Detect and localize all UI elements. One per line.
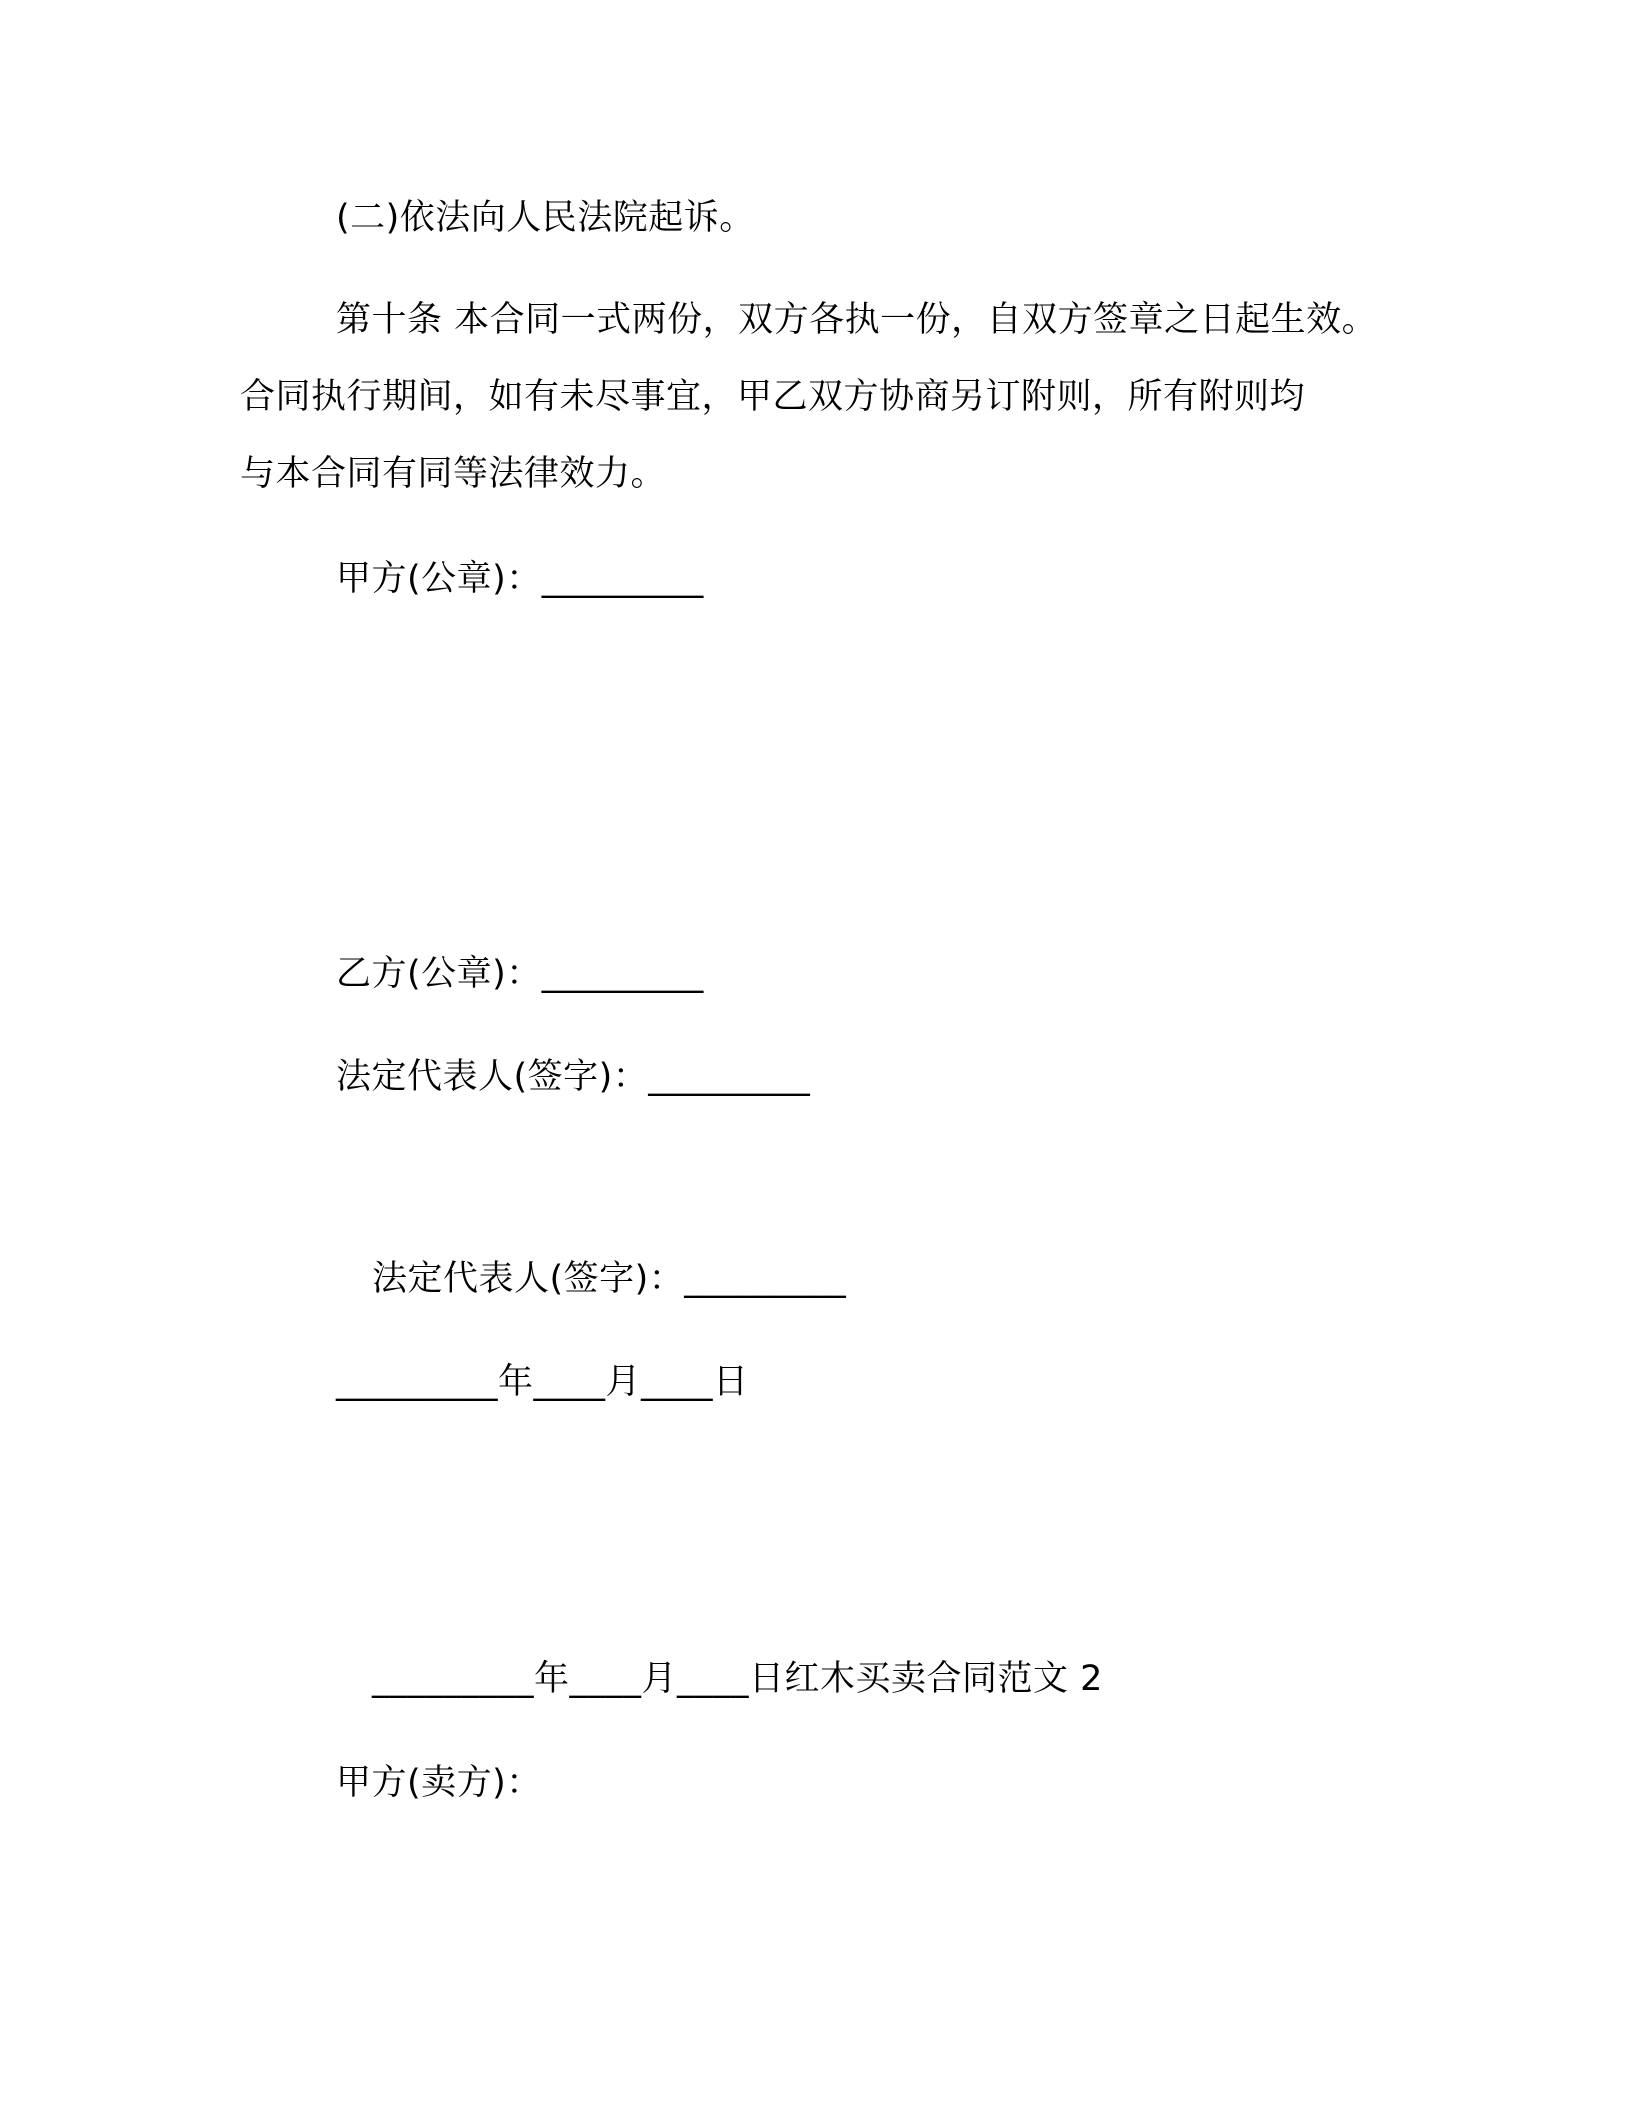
- sample-contract-2-title: _________年____月____日红木买卖合同范文 2: [372, 1659, 1103, 1699]
- date-line: _________年____月____日: [336, 1362, 749, 1402]
- clause-sue-court: (二)依法向人民法院起诉。: [336, 198, 755, 238]
- clause-ten-line-3: 与本合同有同等法律效力。: [240, 454, 667, 494]
- party-a-seal-line: 甲方(公章)：_________: [336, 559, 704, 599]
- party-b-seal-line: 乙方(公章)：_________: [336, 954, 704, 994]
- clause-ten-line-2: 合同执行期间，如有未尽事宜，甲乙双方协商另订附则，所有附则均: [240, 377, 1306, 417]
- legal-rep-signature-line-1: 法定代表人(签字)：_________: [336, 1057, 811, 1097]
- party-a-seller-line: 甲方(卖方)：: [336, 1763, 542, 1803]
- legal-rep-signature-line-2: 法定代表人(签字)：_________: [372, 1259, 847, 1299]
- clause-ten-line-1: 第十条 本合同一式两份，双方各执一份，自双方签章之日起生效。: [336, 300, 1378, 340]
